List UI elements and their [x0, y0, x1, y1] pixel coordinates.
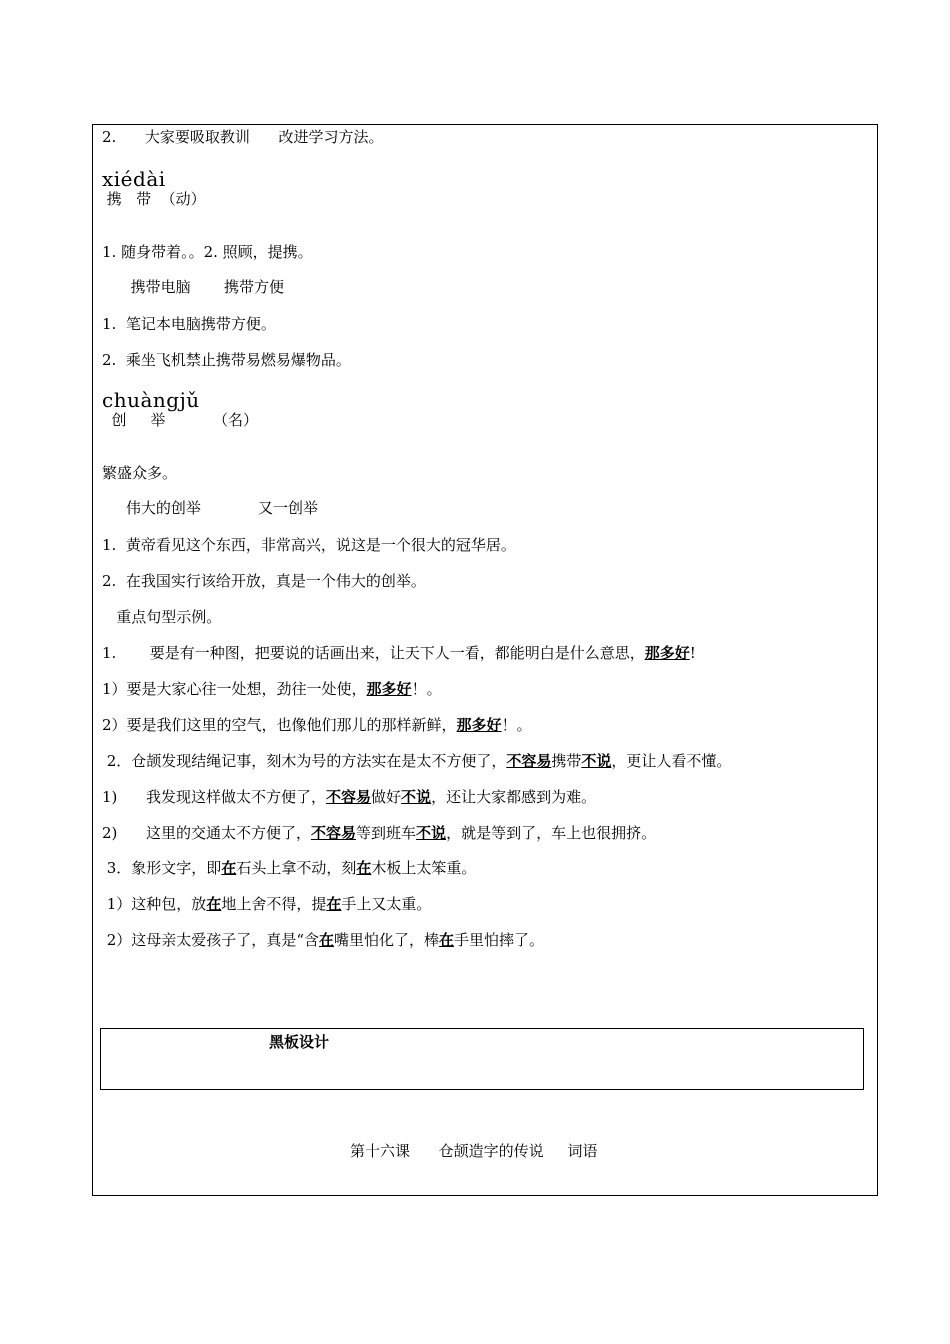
word-chuangju: 创 举 （名） [102, 411, 259, 429]
pinyin-xiedai: xiédài [102, 167, 166, 191]
blackboard-design-box [100, 1028, 864, 1090]
sentence: 2. 乘坐飞机禁止携带易燃易爆物品。 [102, 351, 351, 369]
blackboard-design-title: 黑板设计 [269, 1033, 330, 1051]
keyword: 在 [356, 859, 372, 877]
sentence: 1. 黄帝看见这个东西，非常高兴，说这是一个很大的冠华居。 [102, 536, 516, 554]
definition: 繁盛众多。 [102, 464, 178, 482]
definition: 1. 随身带着。。2. 照顾，提携。 [102, 243, 313, 261]
keyword: 不说 [581, 752, 612, 770]
keyword: 在 [206, 895, 222, 913]
pattern-sentence: 2）这母亲太爱孩子了，真是“含在嘴里怕化了，棒在手里怕摔了。 [102, 931, 545, 949]
keyword: 在 [221, 859, 237, 877]
section-heading: 重点句型示例。 [102, 608, 222, 626]
keyword: 在 [326, 895, 342, 913]
word-xiedai: 携 带 （动） [102, 190, 206, 208]
keyword: 在 [318, 931, 334, 949]
pattern-sentence: 2）要是我们这里的空气，也像他们那儿的那样新鲜，那多好！。 [102, 716, 532, 734]
pattern-sentence: 3．象形文字，即在石头上拿不动，刻在木板上太笨重。 [102, 859, 477, 877]
pattern-sentence: 1）这种包，放在地上舍不得，提在手上又太重。 [102, 895, 432, 913]
pattern-sentence: 1. 要是有一种图，把要说的话画出来，让天下人一看，都能明白是什么意思，那多好! [102, 644, 696, 662]
sentence: 1. 笔记本电脑携带方便。 [102, 315, 276, 333]
pattern-sentence: 2．仓颉发现结绳记事，刻木为号的方法实在是太不方便了，不容易携带不说，更让人看不懂。 [102, 752, 732, 770]
keyword: 不说 [401, 788, 432, 806]
lesson-footer: 第十六课 仓颉造字的传说 词语 [350, 1142, 598, 1160]
keyword: 在 [439, 931, 455, 949]
examples: 携带电脑 携带方便 [102, 278, 284, 296]
pattern-sentence: 1）要是大家心往一处想，劲往一处使，那多好！。 [102, 680, 442, 698]
examples: 伟大的创举 又一创举 [102, 499, 319, 517]
keyword: 那多好 [456, 716, 502, 734]
keyword: 不说 [416, 824, 447, 842]
text-line: 2. 大家要吸取教训 改进学习方法。 [102, 128, 384, 146]
pattern-sentence: 2) 这里的交通太不方便了，不容易等到班车不说，就是等到了，车上也很拥挤。 [102, 824, 657, 842]
pinyin-chuangju: chuàngjǔ [102, 388, 200, 412]
keyword: 不容易 [326, 788, 372, 806]
keyword: 那多好 [644, 644, 690, 662]
pattern-sentence: 1) 我发现这样做太不方便了，不容易做好不说，还让大家都感到为难。 [102, 788, 597, 806]
keyword: 不容易 [506, 752, 552, 770]
keyword: 那多好 [366, 680, 412, 698]
sentence: 2. 在我国实行该给开放，真是一个伟大的创举。 [102, 572, 426, 590]
keyword: 不容易 [311, 824, 357, 842]
